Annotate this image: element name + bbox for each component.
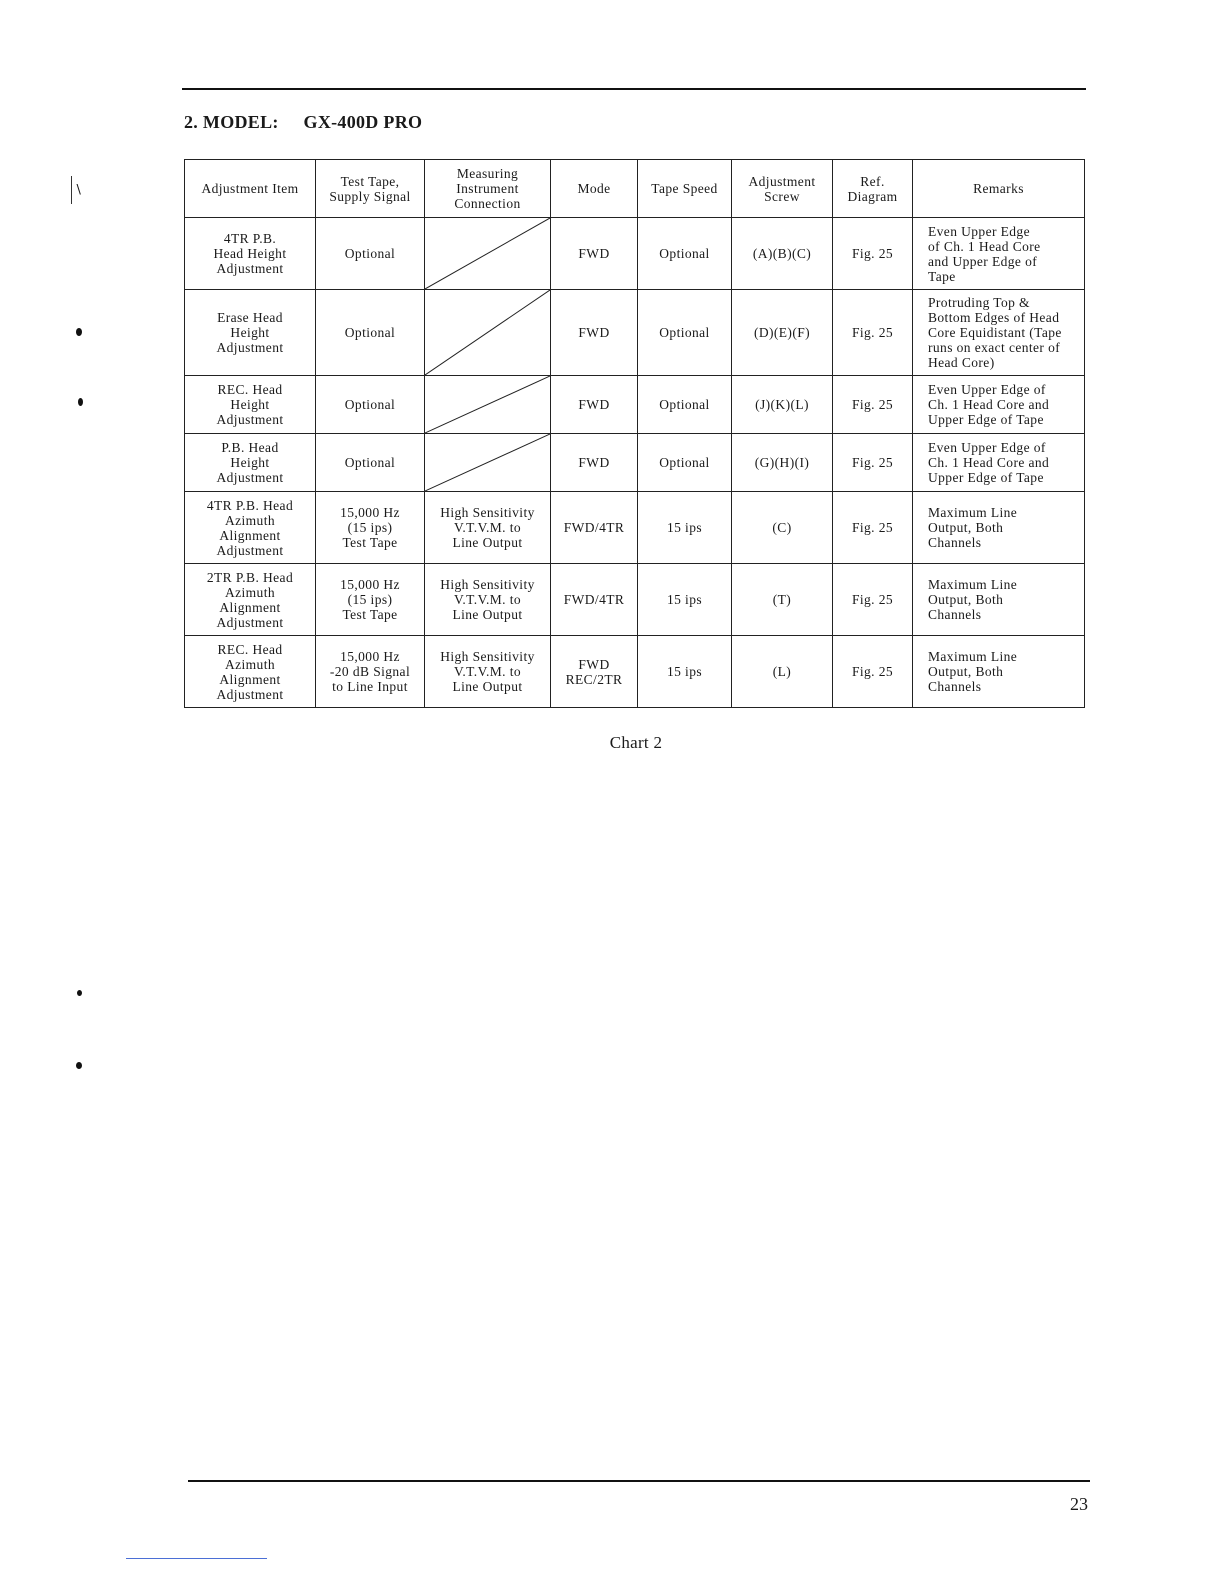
mode-text: FWD bbox=[578, 246, 610, 261]
test-tape-cell bbox=[316, 636, 425, 708]
test-tape-text: 15,000 Hz -20 dB Signal to Line Input bbox=[329, 649, 411, 694]
test-tape-cell bbox=[316, 218, 425, 290]
tape-speed-text: 15 ips bbox=[666, 520, 703, 535]
tape-speed-cell bbox=[638, 218, 732, 290]
table-row bbox=[185, 492, 1085, 564]
ref-diagram-cell bbox=[833, 636, 913, 708]
mode-text: FWD REC/2TR bbox=[565, 656, 623, 687]
remarks-cell bbox=[913, 218, 1085, 290]
remarks-text: Even Upper Edge of Ch. 1 Head Core and Upper Edge of Tape bbox=[928, 223, 1041, 284]
ref-diagram-text: Fig. 25 bbox=[851, 325, 894, 340]
adjustment-screw-text: (J)(K)(L) bbox=[755, 397, 809, 412]
adjustment-chart-table bbox=[184, 159, 1085, 708]
chart-caption: Chart 2 bbox=[609, 733, 663, 752]
diagonal-slash-icon bbox=[425, 376, 550, 433]
adjustment-item-text: 2TR P.B. Head Azimuth Alignment Adjustment bbox=[206, 569, 294, 630]
adjustment-item-text: REC. Head Azimuth Alignment Adjustment bbox=[216, 641, 284, 702]
ref-diagram-cell bbox=[833, 564, 913, 636]
remarks-cell bbox=[913, 376, 1085, 434]
table-body bbox=[185, 218, 1085, 708]
tape-speed-cell bbox=[638, 376, 732, 434]
diagonal-slash-icon bbox=[425, 218, 550, 289]
adjustment-item-text: 4TR P.B. Head Azimuth Alignment Adjustment bbox=[206, 497, 294, 558]
not-applicable-slash-cell bbox=[425, 218, 551, 290]
column-header-label: Tape Speed bbox=[651, 181, 718, 196]
table-row bbox=[185, 564, 1085, 636]
adjustment-item-text: 4TR P.B. Head Height Adjustment bbox=[213, 231, 287, 276]
column-header bbox=[913, 160, 1085, 218]
remarks-cell bbox=[913, 492, 1085, 564]
adjustment-item-text: REC. Head Height Adjustment bbox=[216, 382, 284, 427]
adjustment-screw-cell bbox=[732, 492, 833, 564]
column-header-label: Adjustment Item bbox=[201, 181, 299, 196]
not-applicable-slash-cell bbox=[425, 290, 551, 376]
remarks-text: Even Upper Edge of Ch. 1 Head Core and Upper Edge of Tape bbox=[928, 382, 1050, 427]
tape-speed-cell bbox=[638, 434, 732, 492]
remarks-text: Maximum Line Output, Both Channels bbox=[928, 505, 1018, 550]
margin-tick-mark: ∖ bbox=[74, 182, 83, 197]
column-header-label: Remarks bbox=[973, 181, 1024, 196]
mode-cell bbox=[551, 434, 638, 492]
test-tape-text: 15,000 Hz (15 ips) Test Tape bbox=[340, 577, 400, 622]
ref-diagram-text: Fig. 25 bbox=[851, 455, 894, 470]
instrument-text: High Sensitivity V.T.V.M. to Line Output bbox=[440, 505, 535, 550]
margin-speck bbox=[78, 398, 83, 406]
ref-diagram-cell bbox=[833, 492, 913, 564]
remarks-cell bbox=[913, 564, 1085, 636]
column-header bbox=[551, 160, 638, 218]
table-row bbox=[185, 376, 1085, 434]
adjustment-item-cell bbox=[185, 564, 316, 636]
mode-text: FWD/4TR bbox=[563, 520, 625, 535]
ref-diagram-text: Fig. 25 bbox=[851, 246, 894, 261]
test-tape-text: Optional bbox=[344, 325, 396, 340]
test-tape-cell bbox=[316, 290, 425, 376]
mode-cell bbox=[551, 290, 638, 376]
instrument-text: High Sensitivity V.T.V.M. to Line Output bbox=[440, 649, 535, 694]
tape-speed-text: Optional bbox=[659, 455, 710, 470]
column-header bbox=[833, 160, 913, 218]
adjustment-item-cell bbox=[185, 376, 316, 434]
table-row bbox=[185, 218, 1085, 290]
not-applicable-slash-cell bbox=[425, 376, 551, 434]
remarks-text: Maximum Line Output, Both Channels bbox=[928, 577, 1018, 622]
adjustment-item-cell bbox=[185, 290, 316, 376]
tape-speed-cell bbox=[638, 564, 732, 636]
remarks-text: Maximum Line Output, Both Channels bbox=[928, 649, 1018, 694]
ref-diagram-cell bbox=[833, 434, 913, 492]
table-row bbox=[185, 290, 1085, 376]
table-row bbox=[185, 636, 1085, 708]
tape-speed-text: 15 ips bbox=[666, 664, 703, 679]
test-tape-cell bbox=[316, 434, 425, 492]
test-tape-cell bbox=[316, 492, 425, 564]
adjustment-item-text: Erase Head Height Adjustment bbox=[216, 310, 284, 355]
tape-speed-cell bbox=[638, 290, 732, 376]
tape-speed-text: Optional bbox=[659, 325, 710, 340]
adjustment-item-cell bbox=[185, 434, 316, 492]
adjustment-screw-cell bbox=[732, 564, 833, 636]
test-tape-cell bbox=[316, 564, 425, 636]
margin-speck bbox=[76, 328, 82, 336]
column-header-label: Mode bbox=[577, 181, 611, 196]
ref-diagram-cell bbox=[833, 218, 913, 290]
mode-text: FWD bbox=[578, 397, 610, 412]
margin-speck bbox=[77, 990, 82, 996]
adjustment-screw-cell bbox=[732, 636, 833, 708]
instrument-text: High Sensitivity V.T.V.M. to Line Output bbox=[440, 577, 535, 622]
test-tape-cell bbox=[316, 376, 425, 434]
adjustment-screw-cell bbox=[732, 434, 833, 492]
mode-cell bbox=[551, 564, 638, 636]
mode-text: FWD bbox=[578, 325, 610, 340]
column-header bbox=[185, 160, 316, 218]
adjustment-screw-cell bbox=[732, 290, 833, 376]
tape-speed-cell bbox=[638, 492, 732, 564]
column-header bbox=[732, 160, 833, 218]
column-header-label: Adjustment Screw bbox=[748, 173, 816, 204]
table-row bbox=[185, 434, 1085, 492]
tape-speed-text: Optional bbox=[659, 246, 710, 261]
ref-diagram-text: Fig. 25 bbox=[851, 592, 894, 607]
adjustment-screw-text: (L) bbox=[772, 664, 792, 679]
mode-text: FWD bbox=[578, 455, 610, 470]
ref-diagram-cell bbox=[833, 290, 913, 376]
adjustment-item-cell bbox=[185, 492, 316, 564]
column-header-label: Ref. Diagram bbox=[847, 173, 898, 204]
instrument-cell bbox=[425, 492, 551, 564]
mode-cell bbox=[551, 492, 638, 564]
diagonal-slash-icon bbox=[425, 434, 550, 491]
mode-cell bbox=[551, 218, 638, 290]
page-number: 23 bbox=[1070, 1494, 1088, 1514]
ref-diagram-text: Fig. 25 bbox=[851, 397, 894, 412]
ref-diagram-text: Fig. 25 bbox=[851, 664, 894, 679]
adjustment-item-cell bbox=[185, 636, 316, 708]
table-header-row bbox=[185, 160, 1085, 218]
diagonal-slash-icon bbox=[425, 290, 550, 375]
tape-speed-text: 15 ips bbox=[666, 592, 703, 607]
test-tape-text: Optional bbox=[344, 397, 396, 412]
adjustment-item-cell bbox=[185, 218, 316, 290]
column-header-label: Measuring Instrument Connection bbox=[454, 166, 521, 211]
adjustment-item-text: P.B. Head Height Adjustment bbox=[216, 440, 284, 485]
adjustment-screw-text: (C) bbox=[772, 520, 792, 535]
mode-text: FWD/4TR bbox=[563, 592, 625, 607]
top-rule bbox=[182, 88, 1086, 90]
column-header bbox=[638, 160, 732, 218]
diagonal-slash-line bbox=[425, 290, 550, 375]
remarks-text: Even Upper Edge of Ch. 1 Head Core and Upper Edge of Tape bbox=[928, 440, 1050, 485]
column-header bbox=[316, 160, 425, 218]
section-title bbox=[184, 112, 422, 133]
diagonal-slash-line bbox=[425, 434, 550, 491]
footer-line bbox=[126, 1558, 267, 1559]
mode-cell bbox=[551, 636, 638, 708]
model-name: GX-400D PRO bbox=[303, 112, 423, 132]
remarks-text: Protruding Top & Bottom Edges of Head Core Equidistant (Tape runs on exact center of Head Core) bbox=[928, 295, 1062, 370]
bottom-rule bbox=[188, 1480, 1090, 1482]
tape-speed-text: Optional bbox=[659, 397, 710, 412]
margin-bar bbox=[71, 176, 72, 204]
adjustment-screw-text: (D)(E)(F) bbox=[753, 325, 811, 340]
test-tape-text: 15,000 Hz (15 ips) Test Tape bbox=[340, 505, 400, 550]
remarks-cell bbox=[913, 290, 1085, 376]
ref-diagram-text: Fig. 25 bbox=[851, 520, 894, 535]
instrument-cell bbox=[425, 564, 551, 636]
section-number: 2. MODEL: bbox=[184, 112, 279, 132]
adjustment-screw-text: (G)(H)(I) bbox=[754, 455, 810, 470]
tape-speed-cell bbox=[638, 636, 732, 708]
column-header-label: Test Tape, Supply Signal bbox=[329, 173, 411, 204]
adjustment-screw-cell bbox=[732, 376, 833, 434]
remarks-cell bbox=[913, 434, 1085, 492]
margin-speck bbox=[76, 1062, 82, 1069]
instrument-cell bbox=[425, 636, 551, 708]
adjustment-screw-text: (T) bbox=[772, 592, 792, 607]
test-tape-text: Optional bbox=[344, 246, 396, 261]
adjustment-screw-cell bbox=[732, 218, 833, 290]
test-tape-text: Optional bbox=[344, 455, 396, 470]
not-applicable-slash-cell bbox=[425, 434, 551, 492]
diagonal-slash-line bbox=[425, 218, 550, 289]
adjustment-screw-text: (A)(B)(C) bbox=[752, 246, 812, 261]
ref-diagram-cell bbox=[833, 376, 913, 434]
remarks-cell bbox=[913, 636, 1085, 708]
mode-cell bbox=[551, 376, 638, 434]
column-header bbox=[425, 160, 551, 218]
diagonal-slash-line bbox=[425, 376, 550, 433]
